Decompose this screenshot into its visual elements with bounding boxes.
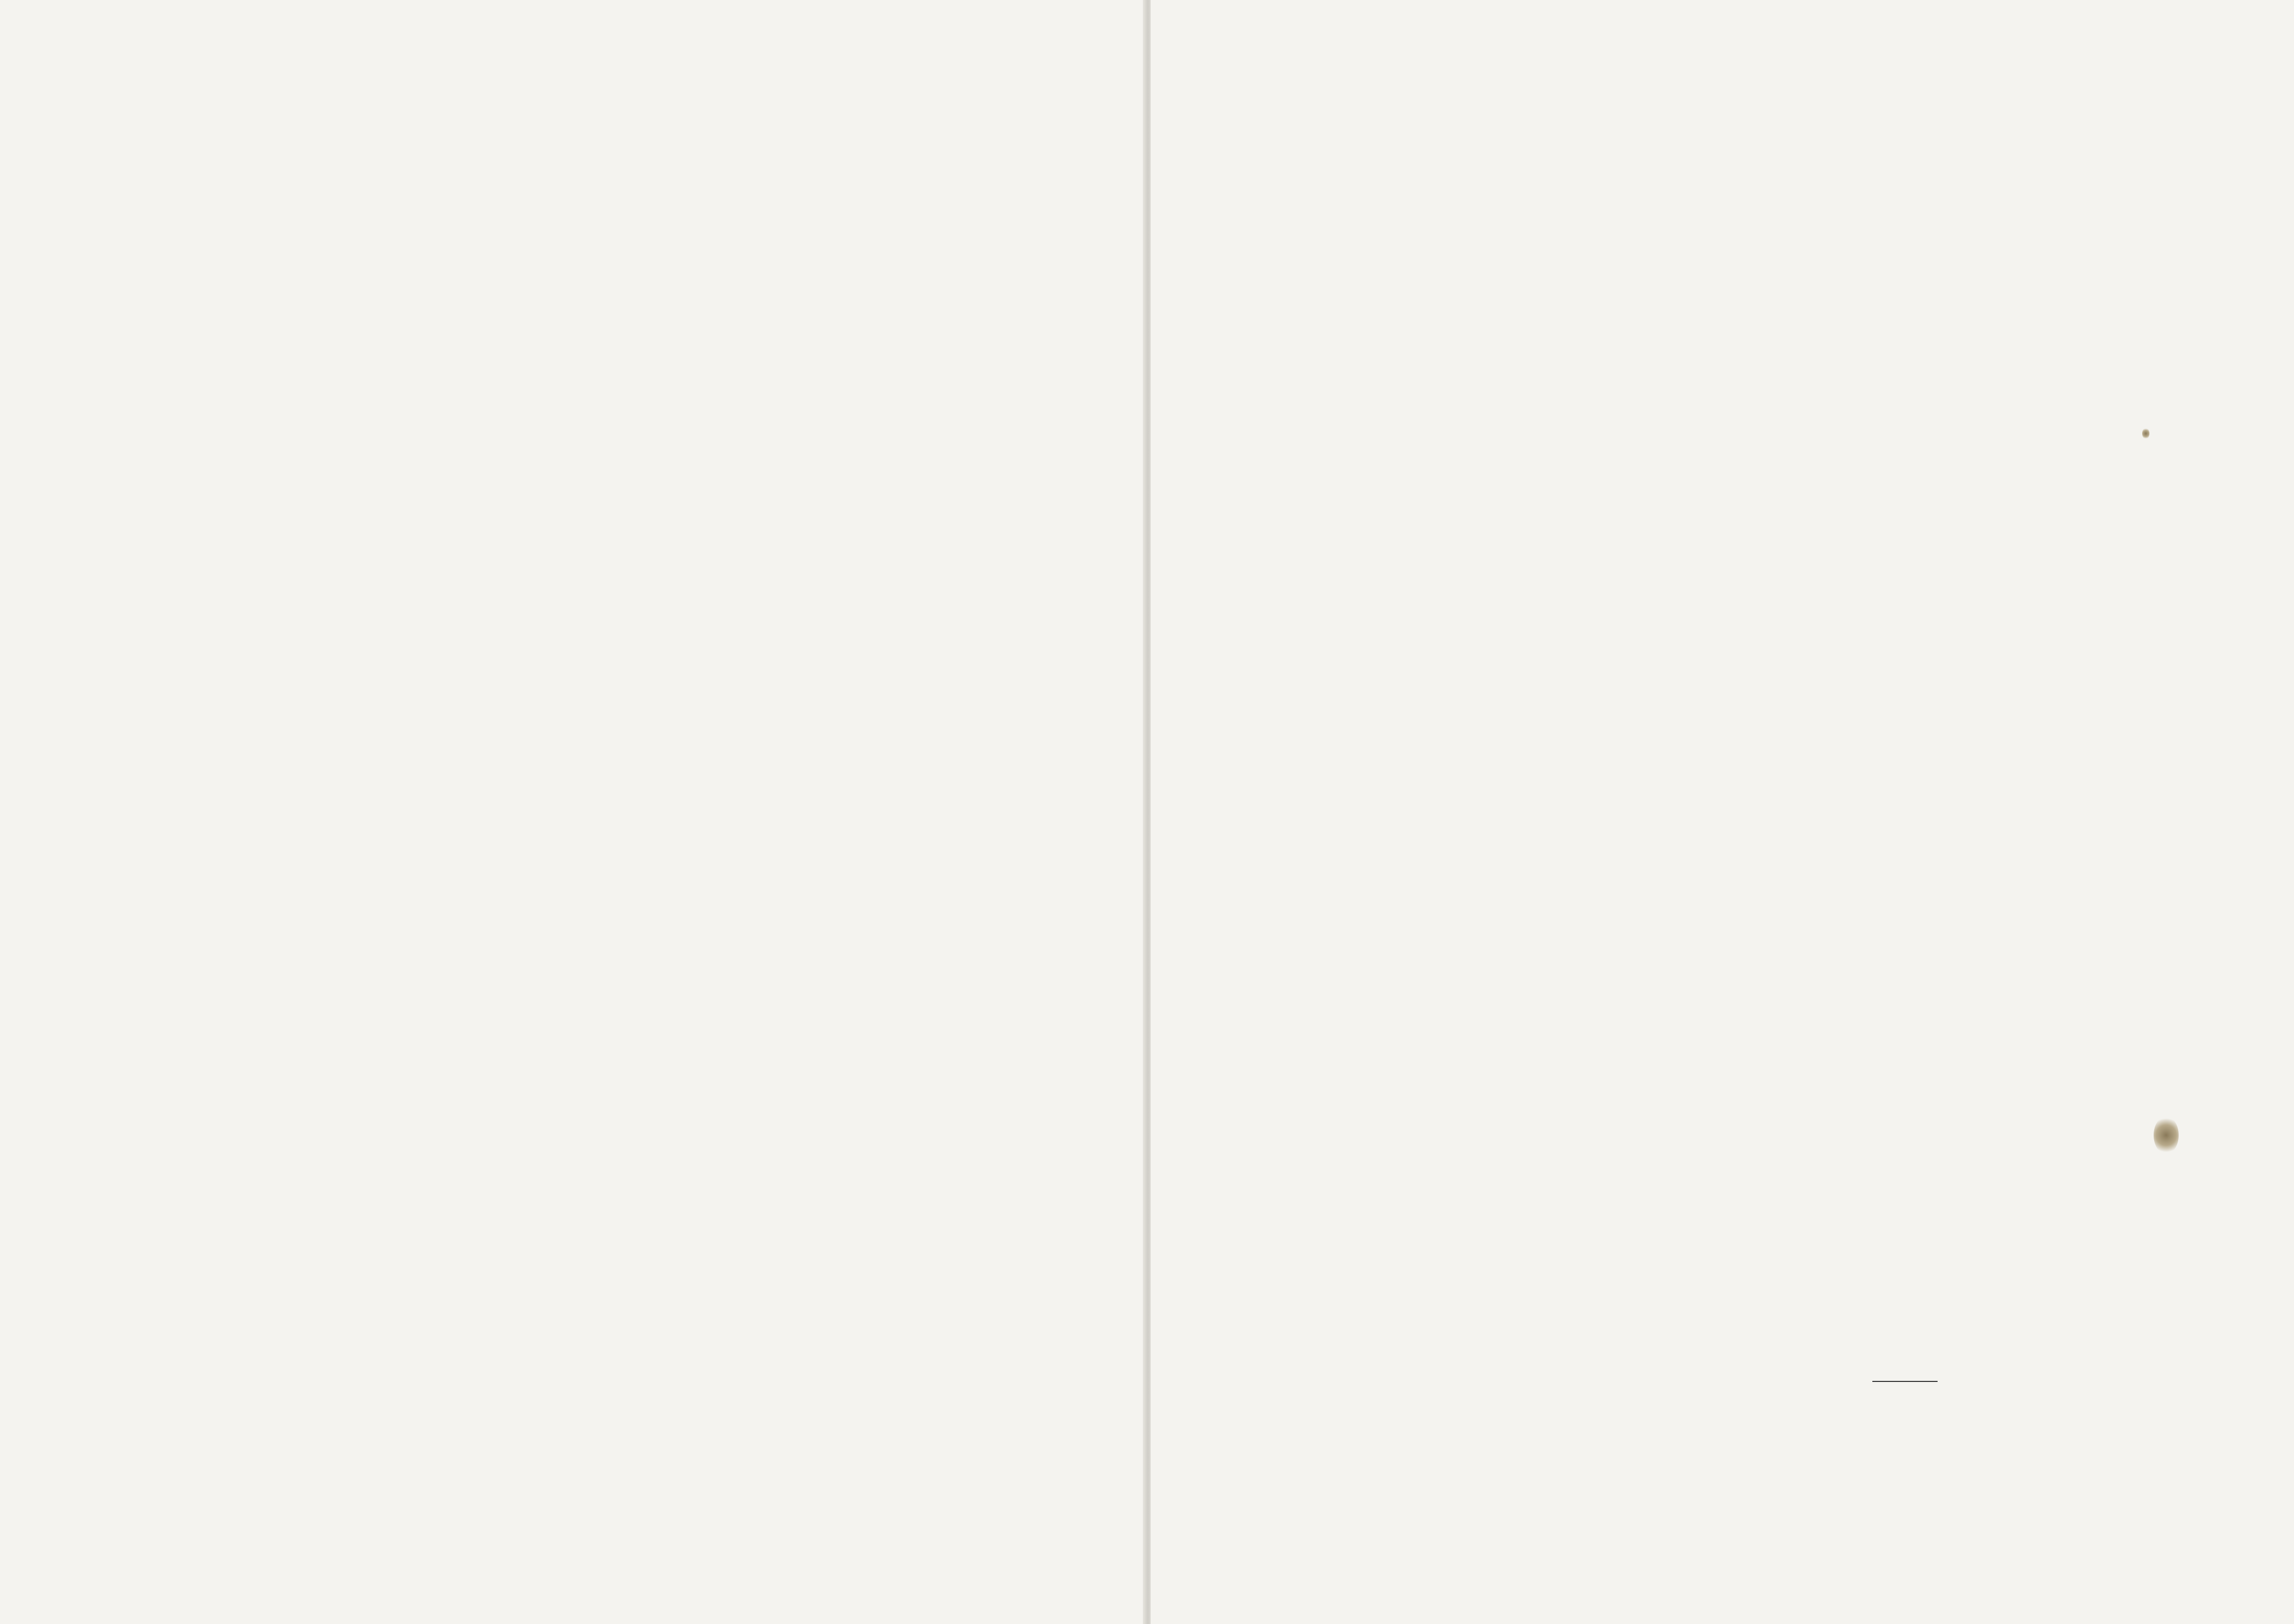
left-page	[0, 0, 1145, 1624]
paper-stain	[2154, 1116, 2179, 1154]
paper-stain	[2142, 428, 2149, 439]
right-page	[1151, 0, 2294, 1624]
sum-rule	[1872, 1381, 1938, 1382]
